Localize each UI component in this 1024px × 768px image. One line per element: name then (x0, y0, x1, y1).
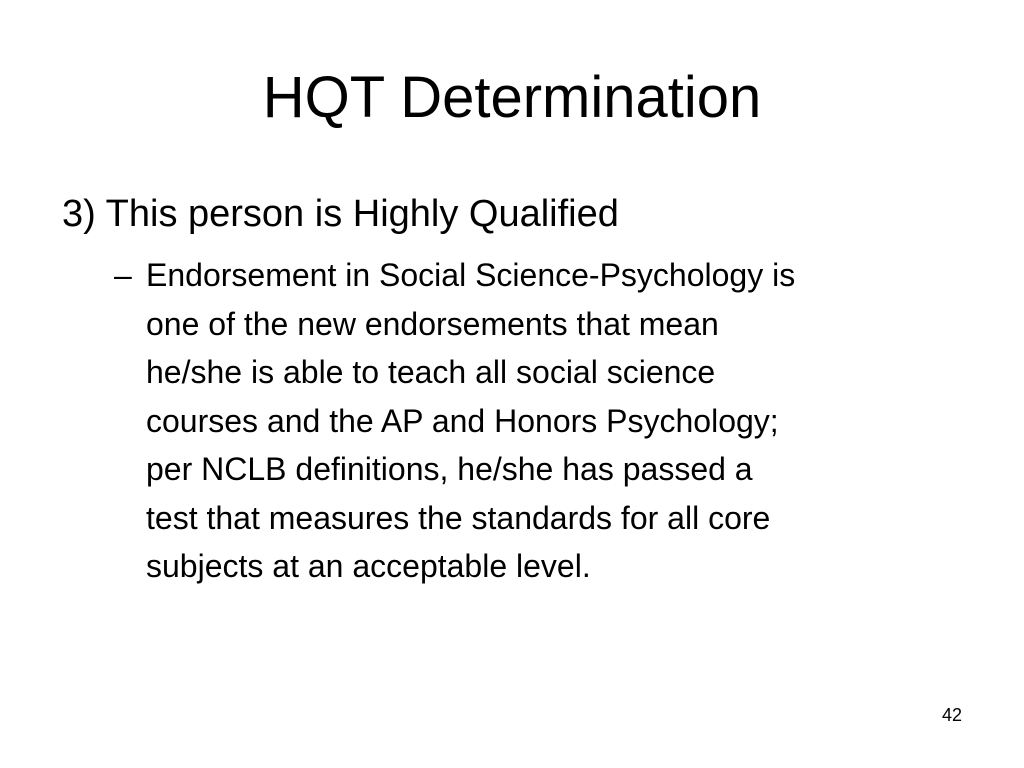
dash-bullet: – (114, 257, 132, 293)
sub-point (114, 251, 964, 591)
main-point: 3) This person is Highly Qualified (62, 193, 619, 235)
page-number: 42 (941, 705, 962, 725)
slide-title: HQT Determination (262, 65, 762, 130)
sub-point-text: Endorsement in Social Science-Psychology is one of the new endorsements that mean he/she is able to teach all social science courses and the AP and Honors Psychology; per NCLB definitions, he/she has passed a test that measures the standards for all core subjects at an acceptable level. (146, 257, 796, 584)
